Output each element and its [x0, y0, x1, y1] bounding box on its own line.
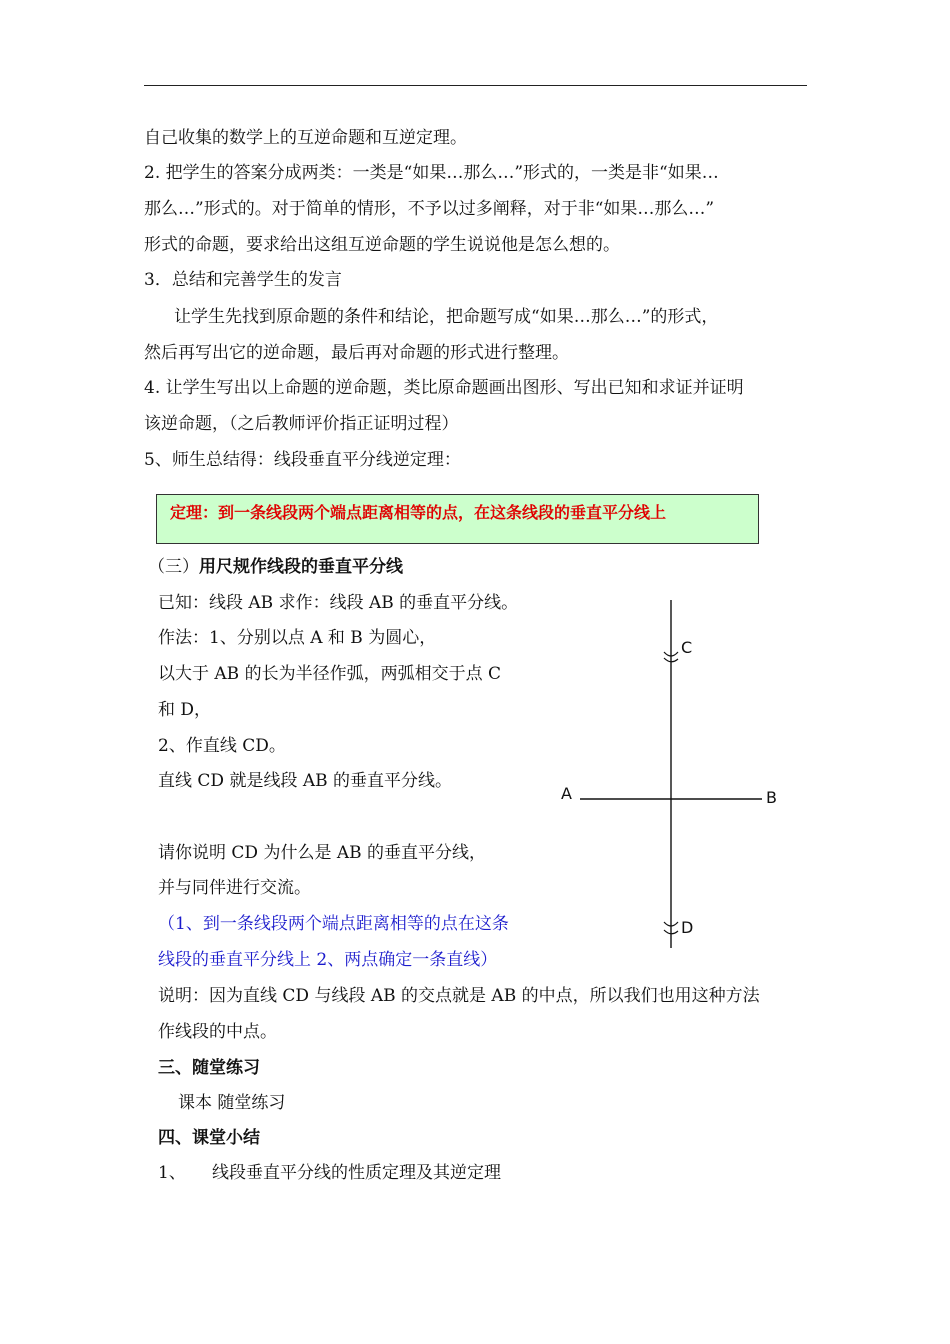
paragraph-line: 形式的命题，要求给出这组互逆命题的学生说说他是怎么想的。	[144, 235, 620, 255]
answer-line: 线段的垂直平分线上 2、两点确定一条直线）	[158, 950, 498, 970]
paragraph-line: 5、师生总结得：线段垂直平分线逆定理：	[144, 450, 461, 470]
practice-heading: 三、随堂练习	[158, 1058, 260, 1078]
point-label-a: A	[561, 784, 572, 803]
note-line: 作线段的中点。	[158, 1022, 277, 1042]
practice-item: 课本 随堂练习	[178, 1093, 286, 1113]
paragraph-line: 那么…”形式的。对于简单的情形，不予以过多阐释，对于非“如果…那么…”	[144, 199, 715, 219]
paragraph-line: 让学生先找到原命题的条件和结论，把命题写成“如果…那么…”的形式，	[174, 307, 719, 327]
point-label-c: C	[681, 638, 693, 657]
construction-conclusion: 直线 CD 就是线段 AB 的垂直平分线。	[158, 771, 453, 791]
paragraph-line: 3．总结和完善学生的发言	[144, 270, 342, 290]
perpendicular-bisector-figure	[555, 598, 785, 958]
section-heading-title: 用尺规作线段的垂直平分线	[199, 557, 403, 577]
construction-step: 2、作直线 CD。	[158, 736, 286, 756]
summary-item-text: 线段垂直平分线的性质定理及其逆定理	[212, 1163, 501, 1183]
theorem-box	[156, 494, 759, 544]
summary-item-number: 1、	[158, 1163, 186, 1183]
construction-step: 和 D，	[158, 700, 212, 720]
header-rule	[144, 85, 807, 86]
construction-step: 以大于 AB 的长为半径作弧，两弧相交于点 C	[158, 664, 501, 684]
paragraph-line: 该逆命题，（之后教师评价指正证明过程）	[144, 414, 459, 434]
section-heading	[148, 556, 403, 578]
point-label-b: B	[766, 788, 777, 807]
construction-step: 作法：1、分别以点 A 和 B 为圆心，	[158, 628, 437, 648]
given-line: 已知：线段 AB 求作：线段 AB 的垂直平分线。	[158, 593, 519, 613]
question-line: 并与同伴进行交流。	[158, 878, 311, 898]
question-line: 请你说明 CD 为什么是 AB 的垂直平分线，	[158, 843, 487, 863]
paragraph-line: 4. 让学生写出以上命题的逆命题，类比原命题画出图形、写出已知和求证并证明	[144, 378, 744, 398]
section-heading-prefix: （三）	[148, 557, 199, 577]
summary-heading: 四、课堂小结	[158, 1128, 260, 1148]
point-label-d: D	[681, 918, 694, 937]
paragraph-line: 然后再写出它的逆命题，最后再对命题的形式进行整理。	[144, 343, 569, 363]
paragraph-line: 2. 把学生的答案分成两类：一类是“如果…那么…”形式的，一类是非“如果…	[144, 163, 719, 183]
theorem-text: 定理：到一条线段两个端点距离相等的点，在这条线段的垂直平分线上	[170, 503, 667, 522]
answer-line: （1、到一条线段两个端点距离相等的点在这条	[158, 914, 509, 934]
paragraph-line: 自己收集的数学上的互逆命题和互逆定理。	[144, 128, 467, 148]
note-line: 说明：因为直线 CD 与线段 AB 的交点就是 AB 的中点，所以我们也用这种方法	[158, 986, 760, 1006]
